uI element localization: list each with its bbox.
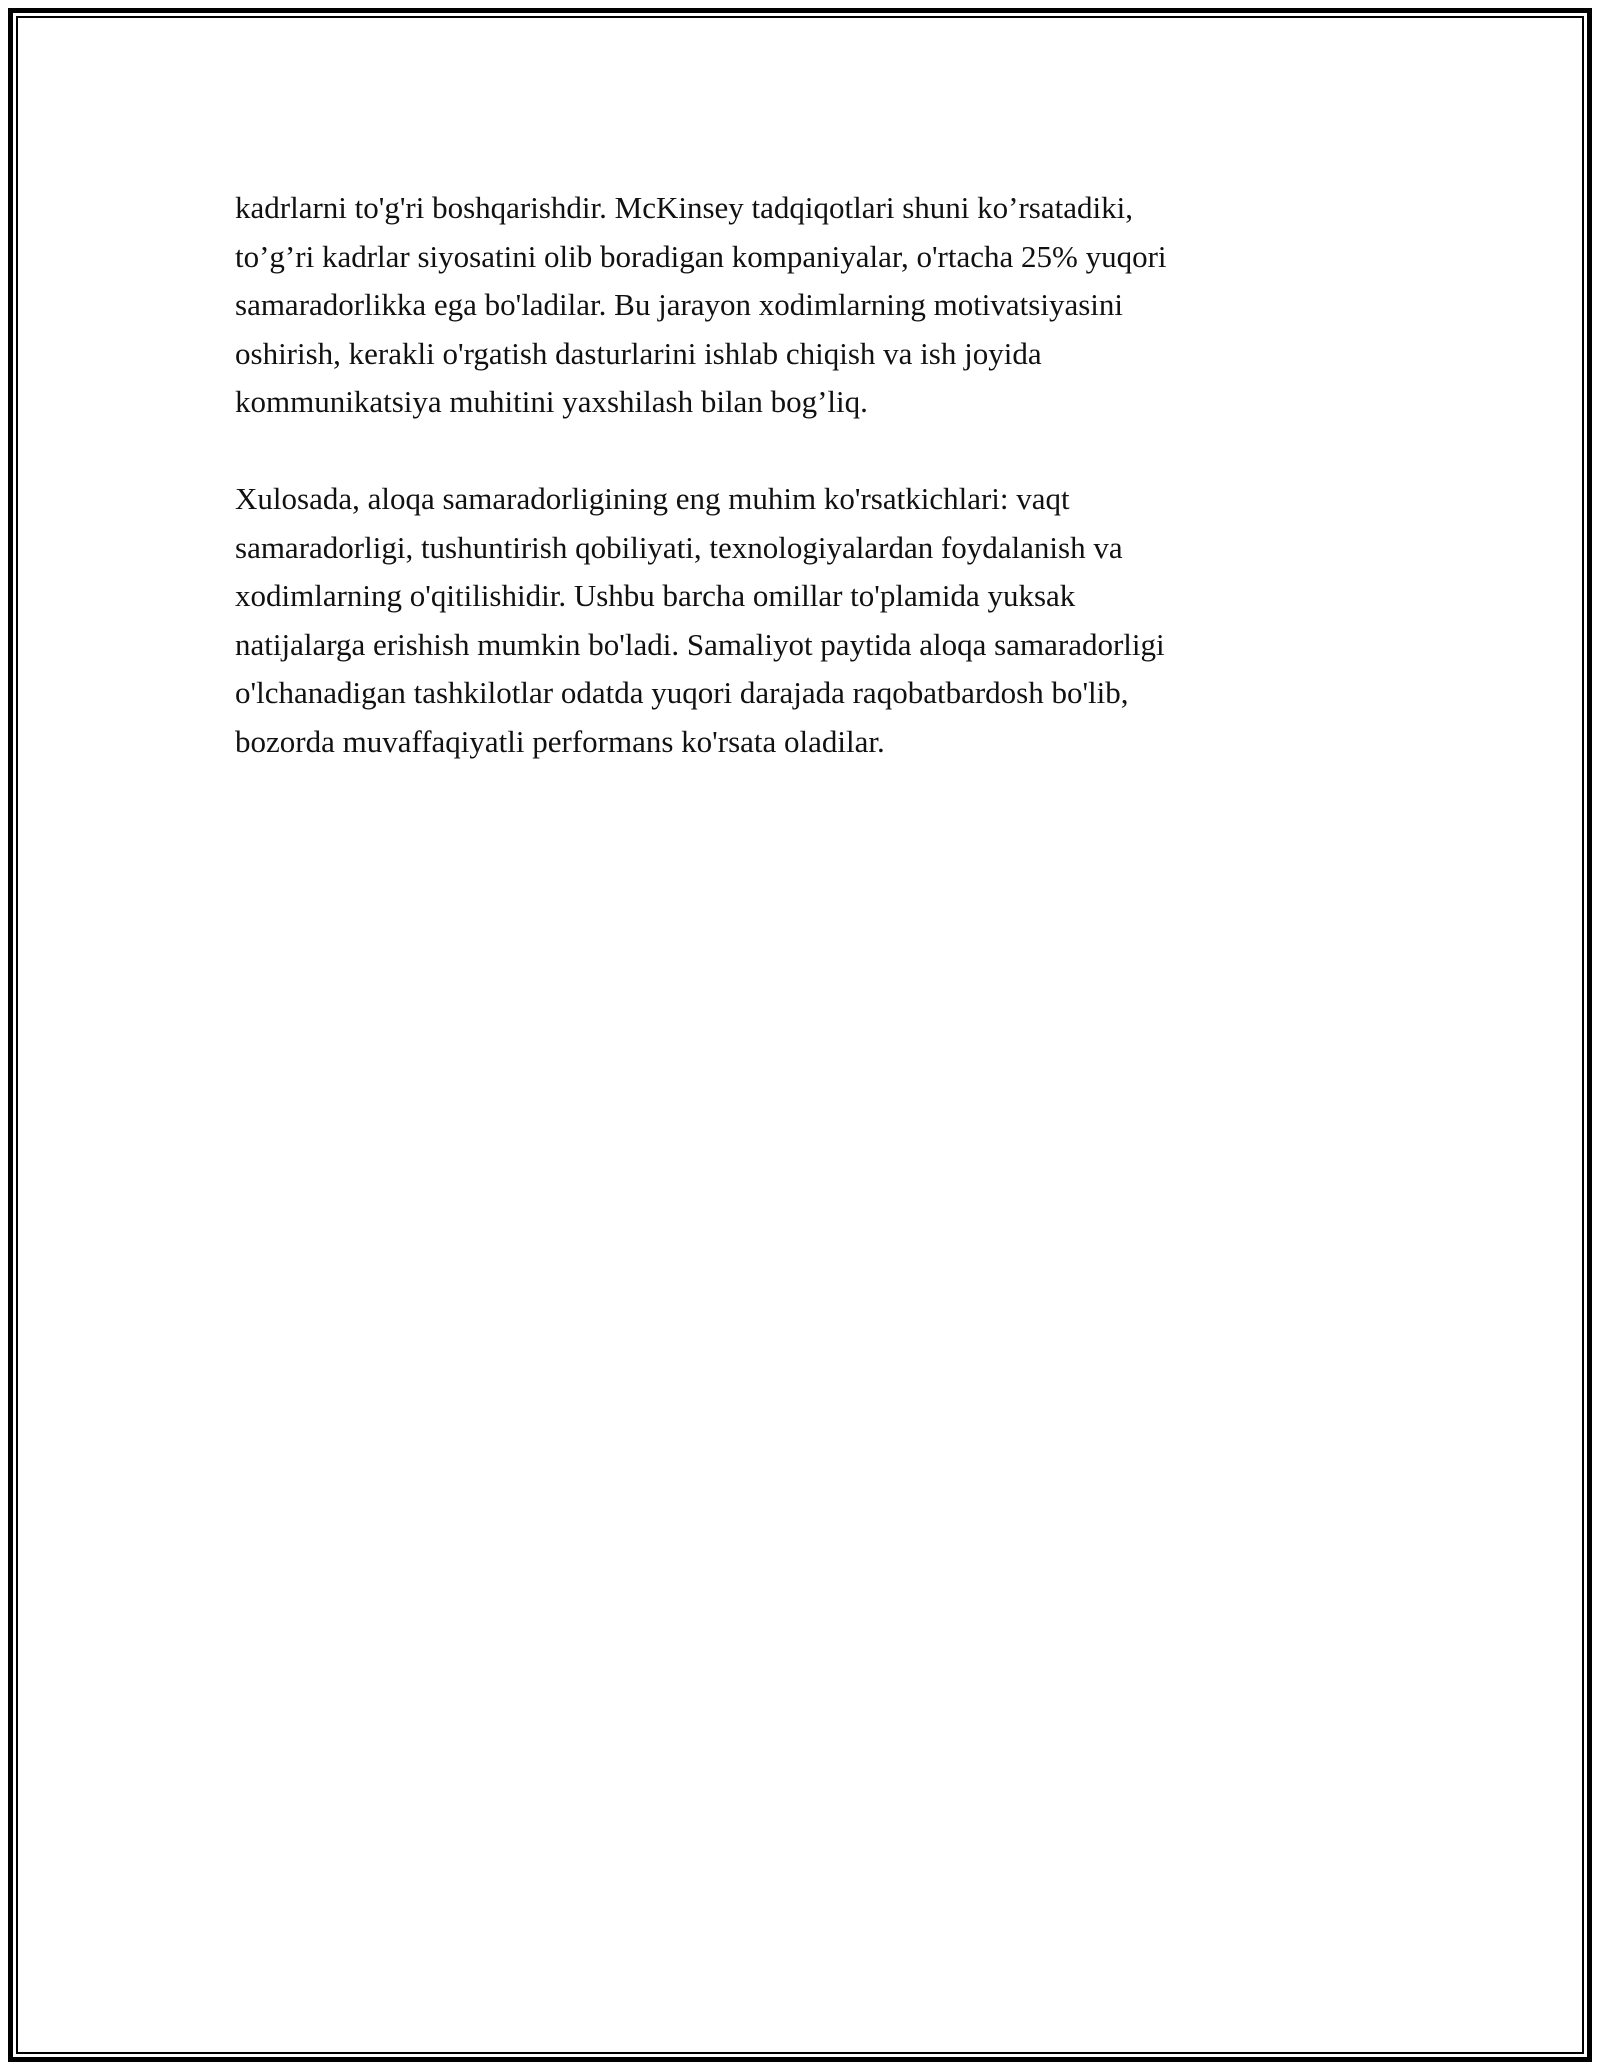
paragraph-line: o'lchanadigan tashkilotlar odatda yuqori darajada raqobatbardosh bo'lib, — [235, 675, 1129, 710]
paragraph-2 — [235, 475, 1365, 766]
paragraph-line: xodimlarning o'qitilishidir. Ushbu barcha omillar to'plamida yuksak — [235, 578, 1076, 613]
document-body — [235, 184, 1365, 766]
paragraph-line: samaradorlikka ega bo'ladilar. Bu jarayon xodimlarning motivatsiyasini — [235, 287, 1124, 322]
paragraph-line: bozorda muvaffaqiyatli performans ko'rsata oladilar. — [235, 723, 885, 759]
paragraph-line: natijalarga erishish mumkin bo'ladi. Samaliyot paytida aloqa samaradorligi — [235, 626, 1165, 662]
paragraph-line: Xulosada, aloqa samaradorligining eng muhim ko'rsatkichlari: vaqt — [235, 481, 1070, 516]
paragraph-line: samaradorligi, tushuntirish qobiliyati, texnologiyalardan foydalanish va — [235, 529, 1123, 565]
paragraph-line: kommunikatsiya muhitini yaxshilash bilan bog’liq. — [235, 384, 868, 419]
paragraph-line: kadrlarni to'g'ri boshqarishdir. McKinsey tadqiqotlari shuni ko’rsatadiki, — [235, 190, 1133, 225]
paragraph-line: to’g’ri kadrlar siyosatini olib boradigan kompaniyalar, o'rtacha 25% yuqori — [235, 238, 1167, 274]
paragraph-line: oshirish, kerakli o'rgatish dasturlarini ishlab chiqish va ish joyida — [235, 335, 1042, 371]
paragraph-1 — [235, 184, 1365, 427]
